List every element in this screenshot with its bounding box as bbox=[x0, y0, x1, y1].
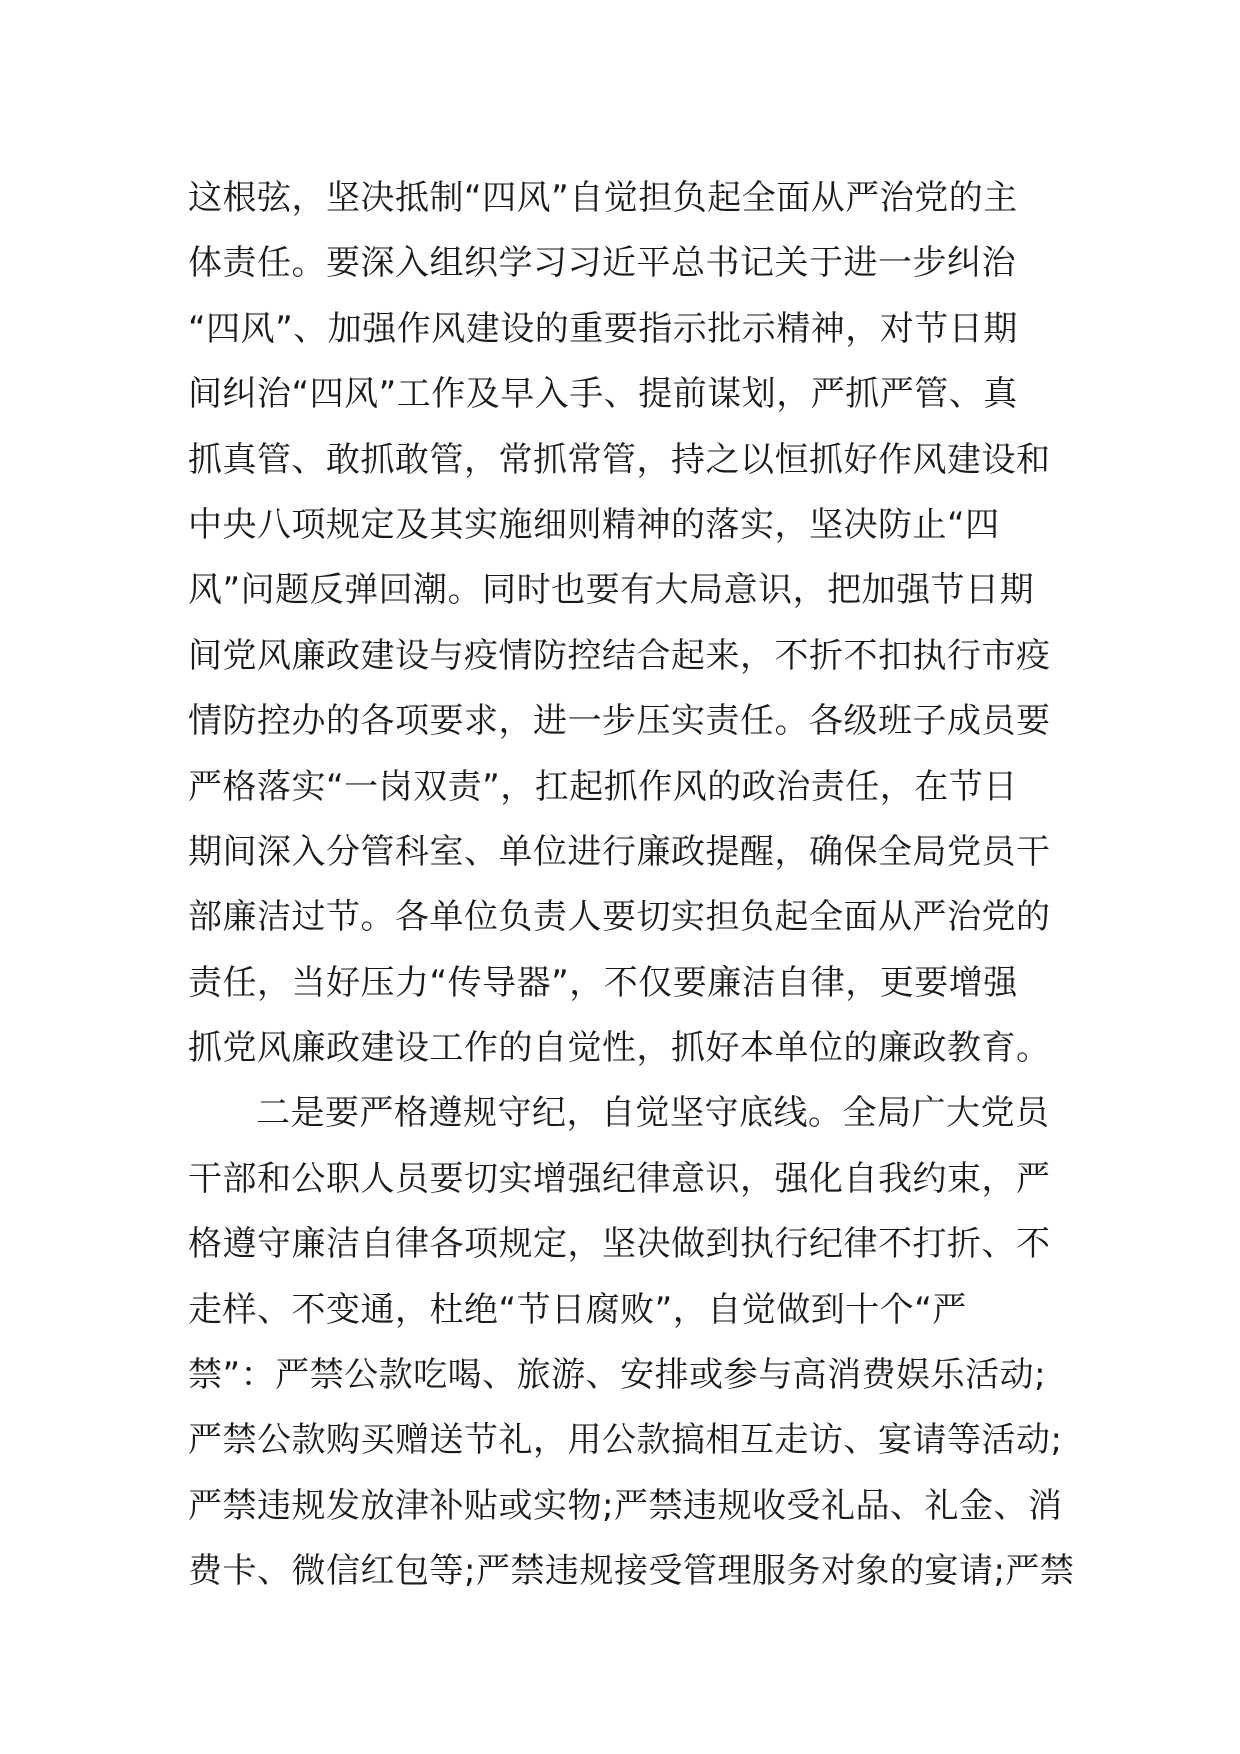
text-line: 严格落实“一岗双责”，扛起抓作风的政治责任，在节日 bbox=[188, 766, 1018, 807]
text-line: 情防控办的各项要求，进一步压实责任。各级班子成员要 bbox=[188, 701, 1051, 742]
text-line: 严禁公款购买赠送节礼，用公款搞相互走访、宴请等活动; bbox=[188, 1420, 1063, 1461]
text-line: 这根弦，坚决抵制“四风”自觉担负起全面从严治党的主 bbox=[188, 178, 1018, 218]
text-line: 间纠治“四风”工作及早入手、提前谋划，严抓严管、真 bbox=[188, 374, 1018, 415]
paragraph-start-line: 二是要严格遵规守纪，自觉坚守底线。全局广大党员 bbox=[256, 1093, 1050, 1134]
text-line: 抓党风廉政建设工作的自觉性，抓好本单位的廉政教育。 bbox=[188, 1028, 1051, 1069]
text-line: 中央八项规定及其实施细则精神的落实，坚决防止“四 bbox=[188, 504, 1000, 545]
text-line: 费卡、微信红包等;严禁违规接受管理服务对象的宴请;严禁 bbox=[188, 1551, 1075, 1592]
text-line: 干部和公职人员要切实增强纪律意识，强化自我约束，严 bbox=[188, 1158, 1051, 1199]
text-line: 抓真管、敢抓敢管，常抓常管，持之以恒抓好作风建设和 bbox=[188, 439, 1051, 480]
text-line: 期间深入分管科室、单位进行廉政提醒，确保全局党员干 bbox=[188, 831, 1051, 872]
document-body bbox=[188, 166, 1075, 1605]
text-line: 风”问题反弹回潮。同时也要有大局意识，把加强节日期 bbox=[188, 570, 1035, 611]
text-line: 禁”：严禁公款吃喝、旅游、安排或参与高消费娱乐活动; bbox=[188, 1355, 1047, 1396]
text-line: 严禁违规发放津补贴或实物;严禁违规收受礼品、礼金、消 bbox=[188, 1485, 1063, 1526]
text-line: 走样、不变通，杜绝“节日腐败”，自觉做到十个“严 bbox=[188, 1289, 967, 1330]
text-line: 间党风廉政建设与疫情防控结合起来，不折不扣执行市疫 bbox=[188, 635, 1051, 676]
text-line: 体责任。要深入组织学习习近平总书记关于进一步纠治 bbox=[188, 243, 1016, 284]
text-line: 部廉洁过节。各单位负责人要切实担负起全面从严治党的 bbox=[188, 897, 1051, 938]
text-line: 格遵守廉洁自律各项规定，坚决做到执行纪律不打折、不 bbox=[188, 1224, 1051, 1265]
text-line: “四风”、加强作风建设的重要指示批示精神，对节日期 bbox=[188, 308, 1018, 349]
text-line: 责任，当好压力“传导器”，不仅要廉洁自律，更要增强 bbox=[188, 962, 1018, 1003]
